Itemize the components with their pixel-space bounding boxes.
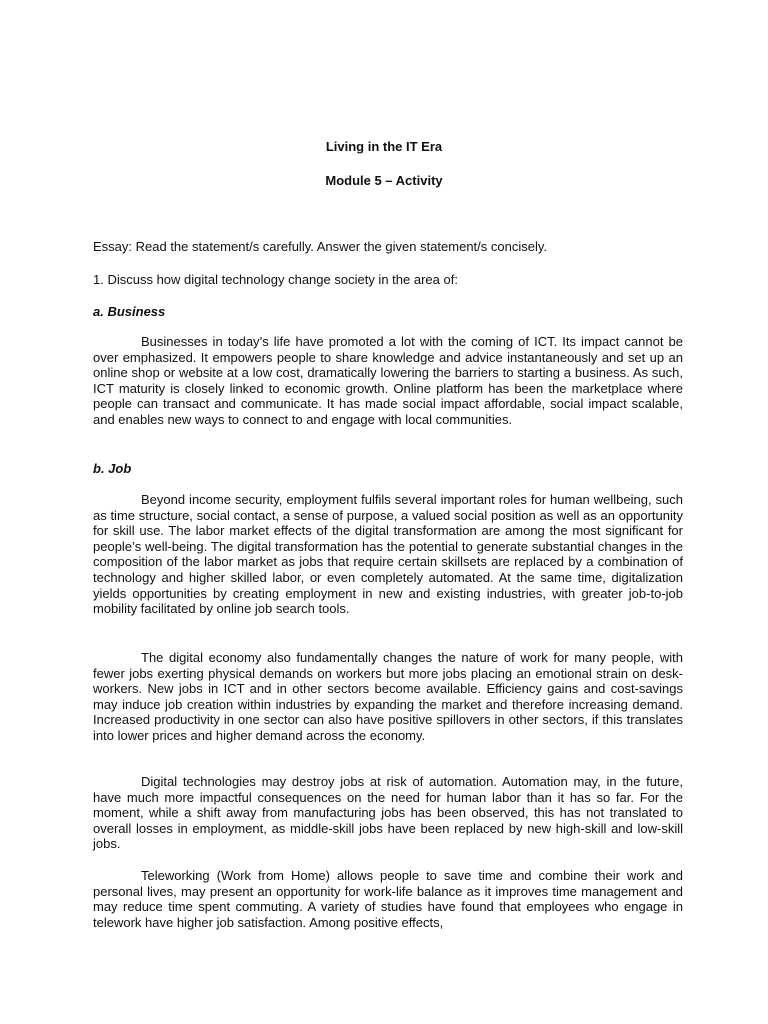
- job-paragraph-2: The digital economy also fundamentally changes the nature of work for many people, with fewer jobs exerting physical demands on workers but more jobs placing an emotional strain on desk-workers. New jobs in ICT and in other sectors become available. Efficiency gains and cost-savings may induce job creation within industries by expanding the market and therefore increasing demand. Increased productivity in one sector can also have positive spillovers in other sectors, if this translates into lower prices and higher demand across the economy.: [93, 650, 683, 743]
- section-heading-job: b. Job: [93, 461, 132, 476]
- instruction-text: Essay: Read the statement/s carefully. Answer the given statement/s concisely.: [93, 239, 548, 254]
- job-paragraph-3: Digital technologies may destroy jobs at risk of automation. Automation may, in the future, have much more impactful consequences on the need for human labor than it has so far. For the moment, while a shift away from manufacturing jobs has been observed, this has not translated to overall losses in employment, as middle-skill jobs have been replaced by new high-skill and low-skill jobs.: [93, 774, 683, 852]
- document-subtitle: Module 5 – Activity: [325, 173, 443, 188]
- question-text: 1. Discuss how digital technology change society in the area of:: [93, 272, 458, 287]
- section-heading-business: a. Business: [93, 304, 166, 319]
- job-paragraph-1: Beyond income security, employment fulfils several important roles for human wellbeing, such as time structure, social contact, a sense of purpose, a valued social position as well as an opportunity for skill use. The labor market effects of the digital transformation are among the most significant for people’s well-being. The digital transformation has the potential to generate substantial changes in the composition of the labor market as jobs that require certain skillsets are replaced by a combination of technology and higher skilled labor, or even completely automated. At the same time, digitalization yields opportunities by creating employment in new and existing industries, with greater job-to-job mobility facilitated by online job search tools.: [93, 492, 683, 617]
- business-paragraph: Businesses in today’s life have promoted a lot with the coming of ICT. Its impact cannot be over emphasized. It empowers people to share knowledge and advice instantaneously and set up an online shop or website at a low cost, dramatically lowering the barriers to starting a business. As such, ICT maturity is closely linked to economic growth. Online platform has been the marketplace where people can transact and communicate. It has made social impact affordable, social impact scalable, and enables new ways to connect to and engage with local communities.: [93, 334, 683, 427]
- document-title: Living in the IT Era: [325, 139, 443, 154]
- job-paragraph-4: Teleworking (Work from Home) allows people to save time and combine their work and personal lives, may present an opportunity for work-life balance as it improves time management and may reduce time spent commuting. A variety of studies have found that employees who engage in telework have higher job satisfaction. Among positive effects,: [93, 868, 683, 930]
